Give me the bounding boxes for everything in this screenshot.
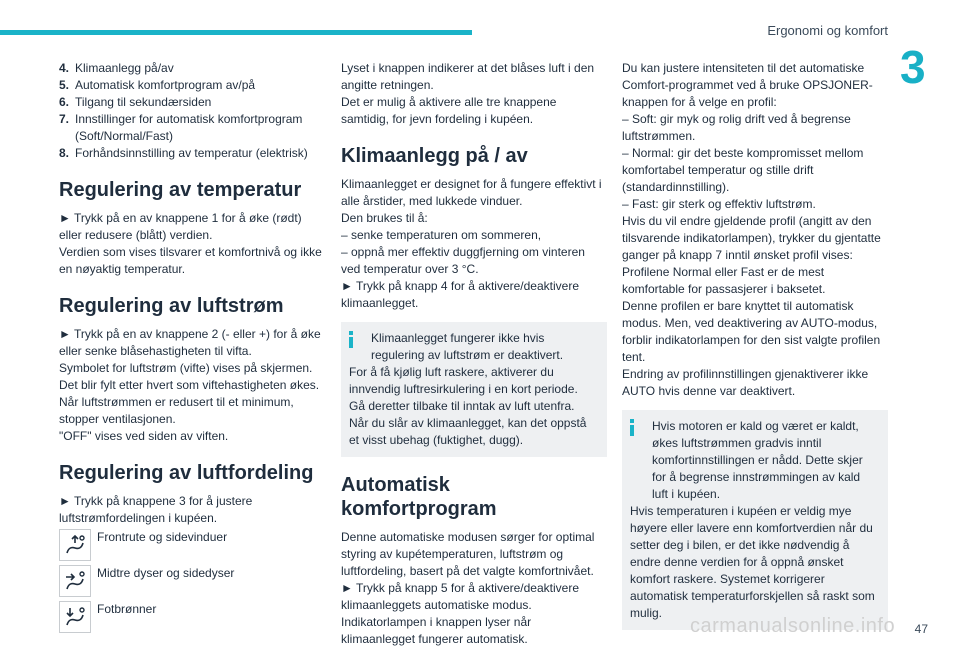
paragraph: "OFF" vises ved siden av viften. (59, 429, 229, 443)
footwell-airflow-icon (59, 601, 91, 633)
paragraph: Symbolet for luftstrøm (vifte) vises på skjermen. Det blir fylt etter hvert som viftehastigheten økes. (59, 361, 320, 392)
list-item: 4. Klimaanlegg på/av (59, 61, 174, 75)
watermark: carmanualsonline.info (690, 615, 896, 637)
paragraph: ► Trykk på knappene 3 for å justere luftstrømfordelingen i kupéen. (59, 494, 253, 525)
page-number: 47 (914, 622, 928, 636)
header-accent-bar (0, 30, 472, 35)
paragraph: Når luftstrømmen er redusert til et minimum, stopper ventilasjonen. (59, 395, 294, 426)
paragraph: Klimaanlegget er designet for å fungere effektivt i alle årstider, med lukkede vinduer. (341, 177, 602, 208)
numbered-list (59, 60, 325, 162)
paragraph: Denne automatiske modusen sørger for optimal styring av kupétemperaturen, luftstrøm og luftfordeling, basert på det valgte komfortnivået. (341, 530, 595, 578)
paragraph: Hvis du vil endre gjeldende profil (angitt av den tilsvarende indikatorlampen), trykker du gjentatte ganger på knapp 7 inntil ønsket profil vises: (622, 214, 881, 262)
paragraph: Lyset i knappen indikerer at det blåses luft i den angitte retningen. (341, 61, 595, 92)
info-icon (349, 331, 353, 347)
list-item: 5. Automatisk komfortprogram av/på (59, 78, 256, 92)
heading-ac: Klimaanlegg på / av (341, 145, 528, 167)
list-item: 6. Tilgang til sekundærsiden (59, 95, 212, 109)
column-2 (341, 60, 607, 648)
paragraph: – oppnå mer effektiv duggfjerning om vinteren ved temperatur over 3 °C. (341, 245, 585, 276)
distribution-item: Midtre dyser og sidedyser (59, 565, 325, 597)
heading-airflow: Regulering av luftstrøm (59, 295, 284, 317)
paragraph: ► Trykk på en av knappene 2 (- eller +) for å øke eller senke blåsehastigheten til vifta. (59, 327, 321, 358)
heading-temperature: Regulering av temperatur (59, 179, 302, 201)
paragraph: ► Trykk på en av knappene 1 for å øke (rødt) eller redusere (blått) verdien. (59, 211, 302, 242)
paragraph: Den brukes til å: (341, 211, 428, 225)
info-note: Klimaanlegget fungerer ikke hvis regulering av luftstrøm er deaktivert. For å få kjølig luft raskere, aktiverer du innvendig luftresirkulering i en kort periode. Gå deretter tilbake til inntak av luft utenfra. Når du slår av klimaanlegget, kan det oppstå et visst ubehag (fuktighet, dugg). (341, 322, 607, 457)
paragraph: ► Trykk på knapp 5 for å aktivere/deaktivere klimaanleggets automatiske modus. (341, 581, 579, 612)
section-title: Ergonomi og komfort (767, 23, 888, 38)
paragraph: Endring av profilinnstillingen gjenaktiverer ikke AUTO hvis denne var deaktivert. (622, 367, 869, 398)
paragraph: – senke temperaturen om sommeren, (341, 228, 542, 242)
paragraph: – Soft: gir myk og rolig drift ved å begrense luftstrømmen. (622, 112, 851, 143)
heading-auto: Automatisk komfortprogram (341, 474, 497, 520)
list-item: 7. Innstillinger for automatisk komfortprogram (Soft/Normal/Fast) (59, 112, 303, 143)
paragraph: Verdien som vises tilsvarer et komfortnivå og ikke en nøyaktig temperatur. (59, 245, 322, 276)
paragraph: – Normal: gir det beste kompromisset mellom komfortabel temperatur og stille drift (standardinnstilling). (622, 146, 864, 194)
distribution-item: Fotbrønner (59, 601, 325, 633)
paragraph: Profilene Normal eller Fast er de mest komfortable for passasjerer i baksetet. (622, 265, 826, 296)
paragraph: Du kan justere intensiteten til det automatiske Comfort-programmet ved å bruke OPSJONER-knappen for å velge en profil: (622, 61, 873, 109)
distribution-item: Frontrute og sidevinduer (59, 529, 325, 561)
windscreen-airflow-icon (59, 529, 91, 561)
column-1 (59, 60, 325, 633)
paragraph: Denne profilen er bare knyttet til automatisk modus. Men, ved deaktivering av AUTO-modus, forblir indikatorlampen for den sist valgte profilen tent. (622, 299, 881, 364)
info-icon (630, 419, 634, 435)
chapter-number: 3 (900, 41, 926, 93)
paragraph: Det er mulig å aktivere alle tre knappene samtidig, for jevn fordeling i kupéen. (341, 95, 557, 126)
info-note: Hvis motoren er kald og været er kaldt, økes luftstrømmen gradvis inntil komfortinnstillingen er nådd. Dette skjer for å begrense innstrømmingen av kald luft i kupéen. Hvis temperaturen i kupéen er veldig mye høyere eller lavere enn komfortverdien når du setter deg i bilen, er det ikke nødvendig å endre denne verdien for å oppnå ønsket komfort raskere. Systemet korrigerer automatisk temperaturforskjellen så raskt som mulig. (622, 410, 888, 630)
paragraph: – Fast: gir sterk og effektiv luftstrøm. (622, 197, 816, 211)
paragraph: ► Trykk på knapp 4 for å aktivere/deaktivere klimaanlegget. (341, 279, 579, 310)
heading-distribution: Regulering av luftfordeling (59, 462, 314, 484)
column-3 (622, 60, 888, 640)
list-item: 8. Forhåndsinnstilling av temperatur (elektrisk) (59, 146, 308, 160)
paragraph: Indikatorlampen i knappen lyser når klimaanlegget fungerer automatisk. (341, 615, 532, 646)
center-vents-airflow-icon (59, 565, 91, 597)
